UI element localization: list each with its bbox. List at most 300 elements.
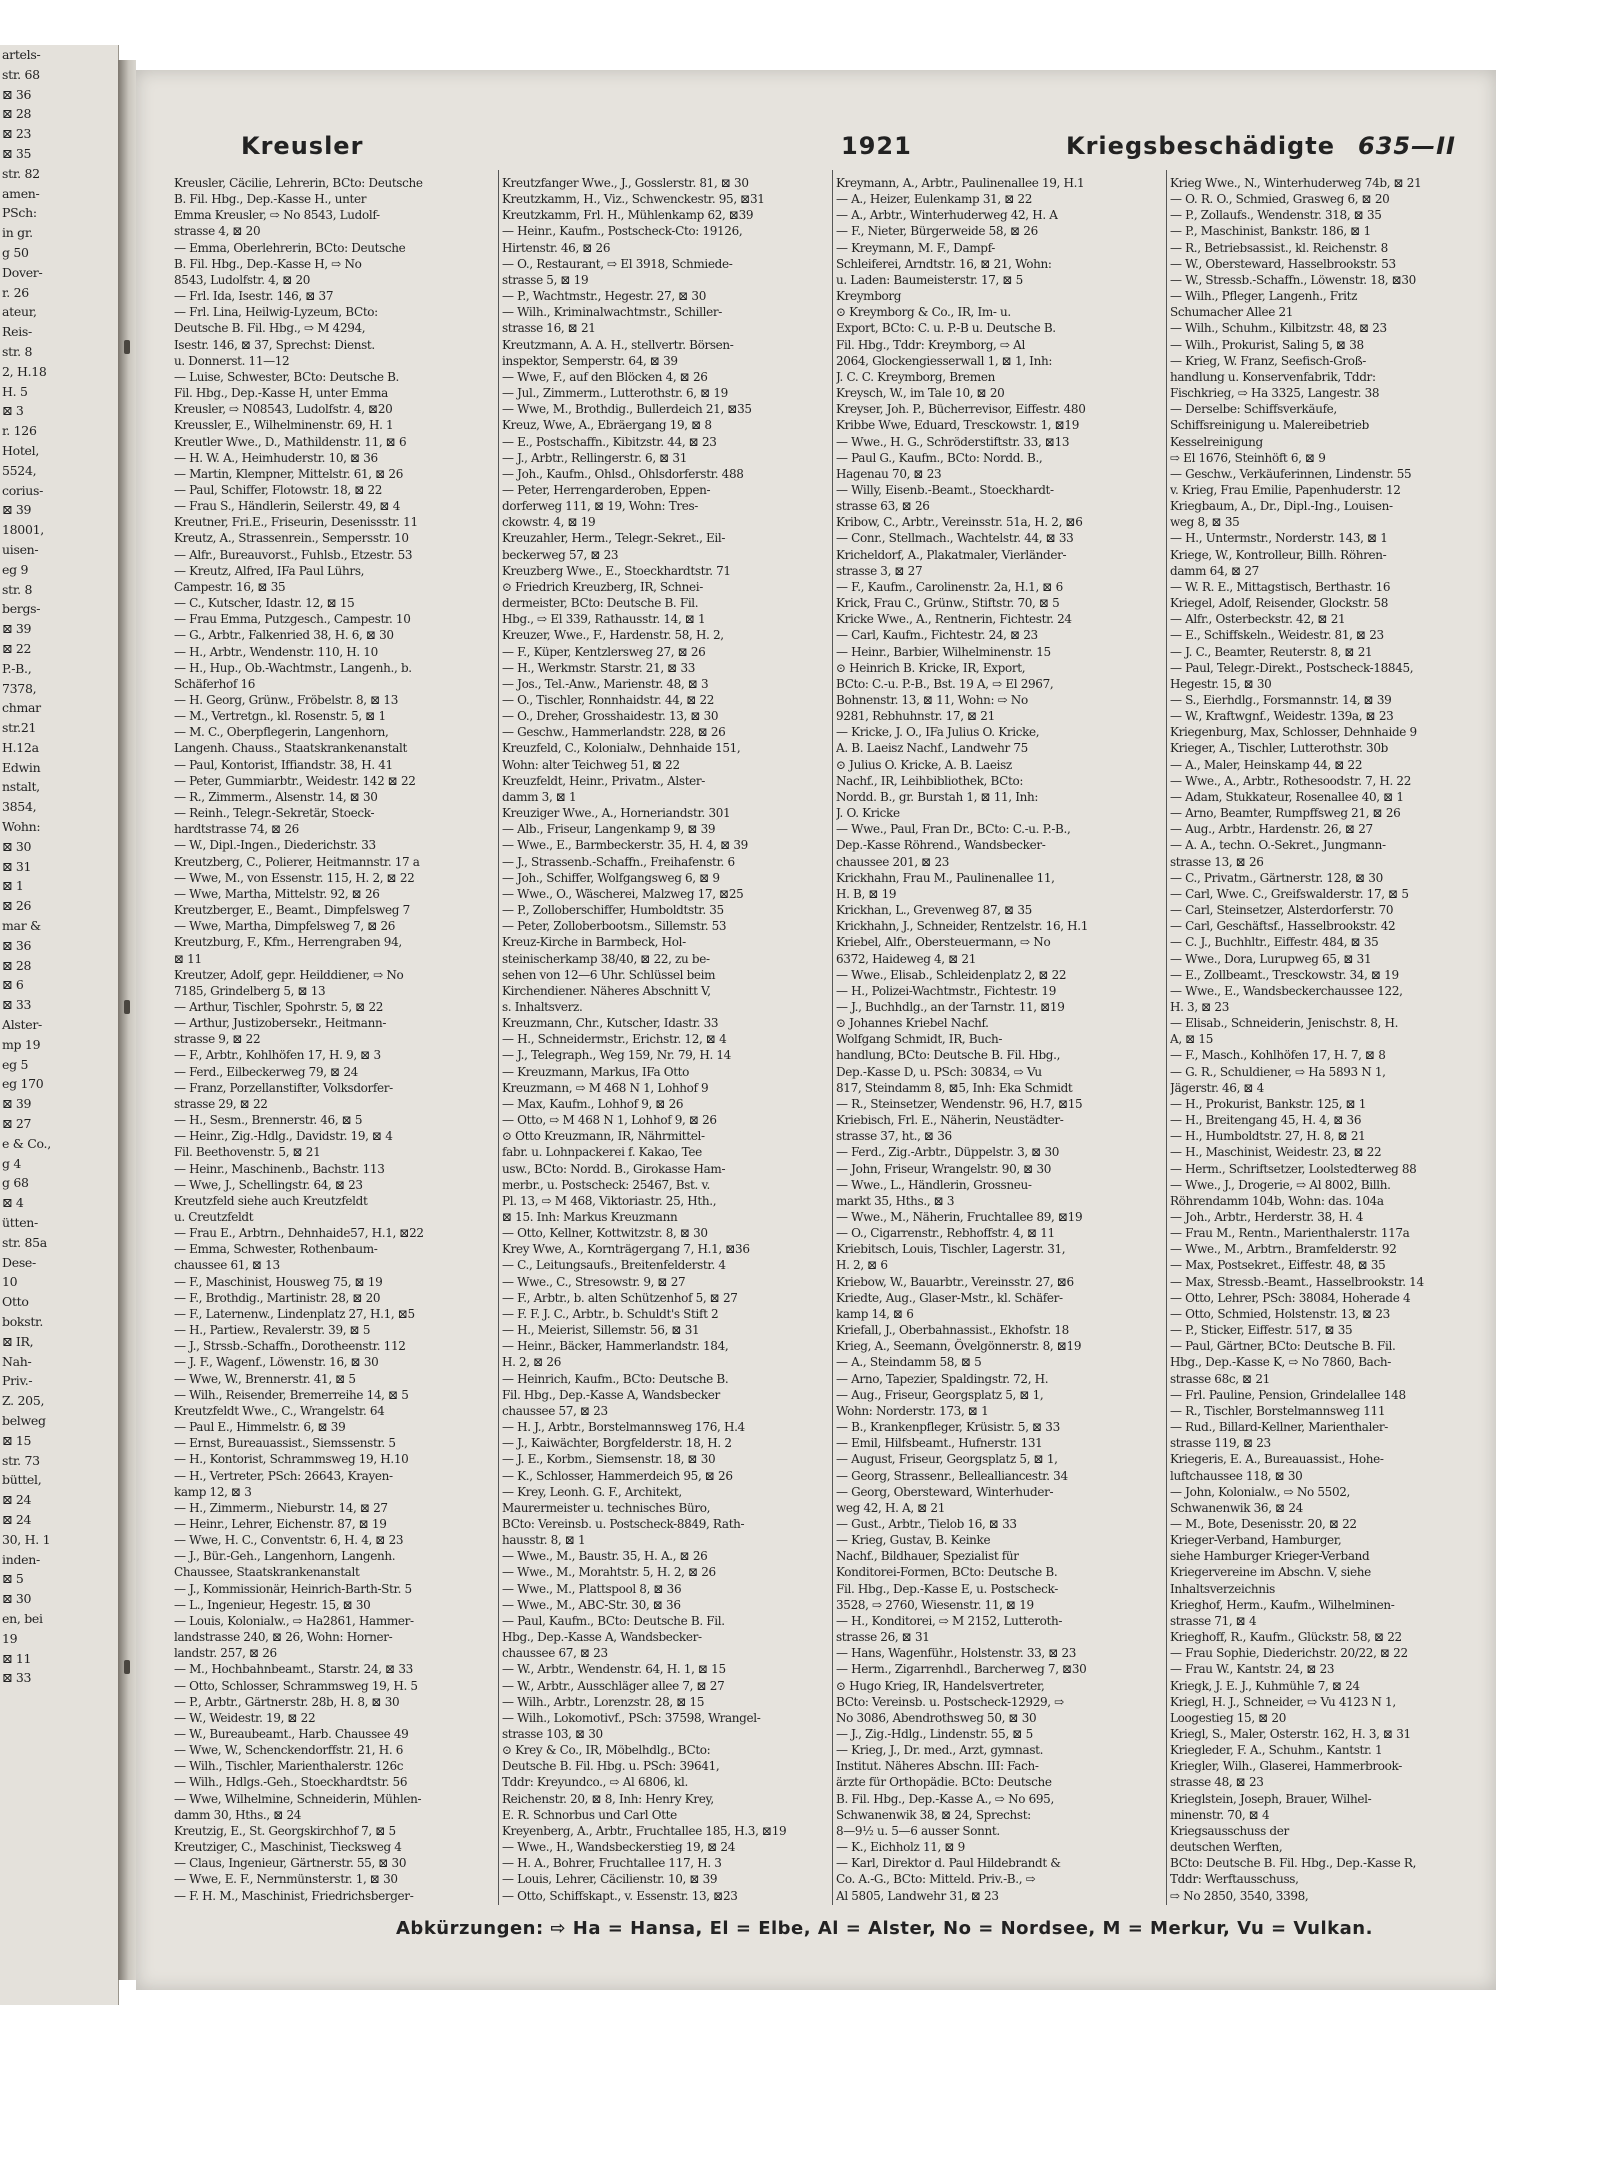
directory-entry-line: — Wwe., O., Wäscherei, Malzweg 17, ⊠25 [502,886,744,901]
directory-entry-line: — H., Meierist, Sillemstr. 56, ⊠ 31 [502,1323,700,1338]
directory-entry-line: Kreuzberg Wwe., E., Stoeckhardtstr. 71 [502,563,731,578]
prev-page-line: Reis- [2,324,32,340]
directory-entry-line: — Heinr., Maschinenb., Bachstr. 113 [174,1161,385,1176]
directory-entry-line: strasse 71, ⊠ 4 [1170,1613,1257,1628]
directory-entry-line: — Herm., Zigarrenhdl., Barcherweg 7, ⊠30 [836,1662,1087,1677]
directory-entry-line: strasse 5, ⊠ 19 [502,272,589,287]
prev-page-line: 30, H. 1 [2,1531,51,1547]
directory-entry-line: Kreyenberg, A., Arbtr., Fruchtallee 185, H.3, ⊠19 [502,1823,787,1838]
directory-entry-line: Kreuzmann, Chr., Kutscher, Idastr. 33 [502,1016,719,1031]
directory-entry-line: Wohn: Norderstr. 173, ⊠ 1 [836,1403,989,1418]
directory-entry-line: Fischkrieg, ⇨ Ha 3325, Langestr. 38 [1170,386,1380,401]
column-rule [1166,170,1167,1905]
directory-entry-line: Export, BCto: C. u. P.-B u. Deutsche B. [836,321,1056,336]
prev-page-line: Hotel, [2,442,40,458]
directory-entry-line: Bohnenstr. 13, ⊠ 11, Wohn: ⇨ No [836,693,1028,707]
prev-page-line: ⊠ 28 [2,106,32,122]
directory-entry-line: — Georg, Obersteward, Winterhuder- [836,1484,1054,1499]
directory-entry-line: Krick, Frau C., Grünw., Stiftstr. 70, ⊠ 5 [836,596,1060,611]
prev-page-line: ⊠ 6 [2,977,24,993]
directory-entry-line: strasse 4, ⊠ 20 [174,224,261,239]
directory-entry-line: — Louis, Kolonialw., ⇨ Ha2861, Hammer- [174,1613,414,1628]
directory-entry-line: — Peter, Herrengarderoben, Eppen- [502,482,711,497]
directory-entry-line: — Arno, Tapezier, Spaldingstr. 72, H. [836,1371,1049,1386]
directory-entry-line: — Wwe, J., Schellingstr. 64, ⊠ 23 [174,1177,363,1192]
directory-entry-line: — Wilh., Schuhm., Kilbitzstr. 48, ⊠ 23 [1170,321,1387,336]
prev-page-line: nstalt, [2,779,40,795]
directory-entry-line: ⊙ Johannes Kriebel Nachf. [836,1016,989,1031]
directory-entry-line: — Martin, Klempner, Mittelstr. 61, ⊠ 26 [174,466,403,481]
binding-staple [124,1660,130,1674]
directory-entry-line: — M., Bote, Desenisstr. 20, ⊠ 22 [1170,1516,1357,1531]
directory-entry-line: strasse 68c, ⊠ 21 [1170,1371,1270,1386]
prev-page-line: chmar [2,700,41,716]
directory-entry-line: Al 5805, Landwehr 31, ⊠ 23 [836,1888,999,1903]
directory-entry-line: — O. R. O., Schmied, Grasweg 6, ⊠ 20 [1170,192,1390,207]
directory-column-3 [836,175,1161,1905]
prev-page-line: str. 85a [2,1234,47,1250]
prev-page-line: 10 [2,1274,18,1290]
directory-entry-line: — F., Arbtr., Kohlhöfen 17, H. 9, ⊠ 3 [174,1048,381,1063]
directory-entry-line: — Wwe, Martha, Dimpfelsweg 7, ⊠ 26 [174,919,396,934]
directory-entry-line: — F., Masch., Kohlhöfen 17, H. 7, ⊠ 8 [1170,1048,1386,1063]
directory-entry-line: Langenh. Chauss., Staatskrankenanstalt [174,741,407,756]
directory-entry-line: Kreusler, ⇨ N08543, Ludolfstr. 4, ⊠20 [174,402,393,417]
directory-entry-line: dermeister, BCto: Deutsche B. Fil. [502,596,699,611]
directory-entry-line: — Heinrich, Kaufm., BCto: Deutsche B. [502,1371,729,1386]
prev-page-line: ⊠ 36 [2,937,32,953]
directory-entry-line: inspektor, Semperstr. 64, ⊠ 39 [502,353,678,368]
prev-page-line: ⊠ 24 [2,1511,32,1527]
directory-entry-line: Kreutzer, Adolf, gepr. Heilddiener, ⇨ No [174,967,404,982]
directory-entry-line: Kreuz-Kirche in Barmbeck, Hol- [502,935,686,950]
directory-entry-line: — Carl, Steinsetzer, Alsterdorferstr. 70 [1170,903,1394,918]
directory-entry-line: v. Krieg, Frau Emilie, Papenhuderstr. 12 [1170,482,1401,497]
directory-entry-line: — Ferd., Eilbeckerweg 79, ⊠ 24 [174,1064,358,1079]
directory-entry-line: — W., Bureaubeamt., Harb. Chaussee 49 [174,1727,409,1741]
directory-entry-line: markt 35, Hths., ⊠ 3 [836,1193,955,1208]
directory-entry-line: Kriegl, H. J., Schneider, ⇨ Vu 4123 N 1, [1170,1694,1396,1709]
prev-page-line: eg 170 [2,1076,44,1092]
directory-entry-line: — Paul G., Kaufm., BCto: Nordd. B., [836,450,1043,465]
prev-page-line: en, bei [2,1610,43,1626]
directory-entry-line: Kreutzburg, F., Kfm., Herrengraben 94, [174,935,402,950]
header-last-entry: Kriegsbeschädigte [1066,132,1335,160]
directory-entry-line: — H. A., Bohrer, Fruchtallee 117, H. 3 [502,1856,722,1871]
directory-entry-line: — O., Dreher, Grosshaidestr. 13, ⊠ 30 [502,709,719,724]
directory-entry-line: — Otto, ⇨ M 468 N 1, Lohhof 9, ⊠ 26 [502,1113,717,1128]
directory-entry-line: — W. R. E., Mittagstisch, Berthastr. 16 [1170,579,1391,594]
directory-entry-line: — Wwe., L., Händlerin, Grossneu- [836,1177,1032,1192]
prev-page-line: 3854, [2,799,37,815]
directory-entry-line: Kriegl, S., Maler, Osterstr. 162, H. 3, ⊠ 31 [1170,1727,1411,1741]
directory-entry-line: — Wwe, H. C., Conventstr. 6, H. 4, ⊠ 23 [174,1533,404,1548]
prev-page-line: ütten- [2,1215,38,1231]
directory-entry-line: Institut. Näheres Abschn. III: Fach- [836,1759,1039,1774]
directory-entry-line: damm 64, ⊠ 27 [1170,563,1259,578]
directory-entry-line: chaussee 201, ⊠ 23 [836,854,950,869]
prev-page-line: str. 68 [2,66,40,82]
directory-entry-line: — K., Eichholz 11, ⊠ 9 [836,1840,965,1855]
prev-page-line: g 4 [2,1155,22,1171]
directory-entry-line: Kreutzkamm, H., Viz., Schwenckestr. 95, ⊠31 [502,192,765,207]
directory-entry-line: landstr. 257, ⊠ 26 [174,1646,277,1661]
directory-entry-line: — M. C., Oberpflegerin, Langenhorn, [174,725,389,740]
directory-entry-line: B. Fil. Hbg., Dep.-Kasse H., unter [174,192,367,207]
directory-entry-line: Hegestr. 15, ⊠ 30 [1170,676,1272,691]
directory-entry-line: Kriebitsch, Louis, Tischler, Lagerstr. 31, [836,1242,1066,1257]
directory-entry-line: — Frau E., Arbtrn., Dehnhaide57, H.1, ⊠22 [174,1226,424,1241]
directory-entry-line: — C., Leitungsaufs., Breitenfelderstr. 4 [502,1258,726,1273]
prev-page-line: r. 126 [2,423,37,439]
directory-entry-line: — F., Küper, Kentzlersweg 27, ⊠ 26 [502,644,706,659]
directory-entry-line: Chaussee, Staatskrankenanstalt [174,1565,360,1580]
column-rule [498,170,499,1905]
directory-entry-line: — Wwe., H., Wandsbeckerstieg 19, ⊠ 24 [502,1840,736,1855]
directory-entry-line: Kricke Wwe., A., Rentnerin, Fichtestr. 24 [836,612,1072,627]
prev-page-line: Otto [2,1294,29,1310]
directory-entry-line: strasse 63, ⊠ 26 [836,499,930,514]
prev-page-line: amen- [2,185,40,201]
directory-entry-line: 7185, Grindelberg 5, ⊠ 13 [174,983,326,998]
directory-entry-line: fabr. u. Lohnpackerei f. Kakao, Tee [502,1145,702,1160]
directory-entry-line: — E., Zollbeamt., Tresckowstr. 34, ⊠ 19 [1170,967,1399,982]
prev-page-line: Dese- [2,1254,36,1270]
directory-entry-line: — J., Zig.-Hdlg., Lindenstr. 55, ⊠ 5 [836,1727,1033,1741]
directory-entry-line: — J., Strassenb.-Schaffn., Freihafenstr. 6 [502,854,735,869]
directory-entry-line: strasse 26, ⊠ 31 [836,1630,930,1645]
directory-entry-line: — C. J., Buchhltr., Eiffestr. 484, ⊠ 35 [1170,935,1379,950]
prev-page-line: inden- [2,1551,40,1567]
directory-entry-line: — Arno, Beamter, Rumpffsweg 21, ⊠ 26 [1170,806,1401,821]
directory-entry-line: — H., Arbtr., Wendenstr. 110, H. 10 [174,644,378,659]
directory-entry-line: — H., Vertreter, PSch: 26643, Krayen- [174,1468,393,1483]
prev-page-line: ⊠ 4 [2,1195,24,1211]
directory-entry-line: — A., Heizer, Eulenkamp 31, ⊠ 22 [836,192,1033,207]
prev-page-line: H. 5 [2,383,28,399]
directory-entry-line: — J., Strssb.-Schaffn., Dorotheenstr. 112 [174,1339,406,1354]
directory-entry-line: — Carl, Wwe. C., Greifswalderstr. 17, ⊠ 5 [1170,886,1409,901]
directory-entry-line: — Paul, Schiffer, Flotowstr. 18, ⊠ 22 [174,482,383,497]
directory-entry-line: — Wilh., Hdlgs.-Geh., Stoeckhardtstr. 56 [174,1775,408,1790]
directory-entry-line: — Max, Kaufm., Lohhof 9, ⊠ 26 [502,1096,684,1111]
directory-entry-line: J. O. Kricke [836,806,900,821]
prev-page-line: mar & [2,918,41,934]
prev-page-line: ⊠ 39 [2,502,32,518]
directory-entry-line: — R., Zimmerm., Alsenstr. 14, ⊠ 30 [174,789,378,804]
abbreviations-footer: Abkürzungen: ⇨ Ha = Hansa, El = Elbe, Al = Alster, No = Nordsee, M = Merkur, Vu = Vulkan. [396,1918,1373,1939]
directory-entry-line: — J., Kommissionär, Heinrich-Barth-Str. 5 [174,1581,412,1596]
prev-page-line: 19 [2,1630,18,1646]
directory-column-4 [1170,175,1470,1905]
directory-entry-line: — Louis, Lehrer, Cäcilienstr. 10, ⊠ 39 [502,1872,718,1887]
directory-entry-line: — Emil, Hilfsbeamt., Hufnerstr. 131 [836,1436,1043,1451]
directory-entry-line: J. C. C. Kreymborg, Bremen [836,369,995,384]
directory-entry-line: Kreutzberg, C., Polierer, Heitmannstr. 17 a [174,854,420,869]
prev-page-line: eg 9 [2,561,29,577]
directory-entry-line: — Wilh., Kriminalwachtmstr., Schiller- [502,305,722,320]
directory-entry-line: Kreutler Wwe., D., Mathildenstr. 11, ⊠ 6 [174,434,407,449]
directory-entry-line: — Heinr., Kaufm., Postscheck-Cto: 19126, [502,224,743,239]
directory-entry-line: Dep.-Kasse D, u. PSch: 30834, ⇨ Vu [836,1064,1042,1079]
directory-entry-line: Krey Wwe, A., Kornträgergang 7, H.1, ⊠36 [502,1242,750,1257]
directory-entry-line: — Carl, Kaufm., Fichtestr. 24, ⊠ 23 [836,628,1038,643]
directory-entry-line: BCto: Deutsche B. Fil. Hbg., Dep.-Kasse R, [1170,1856,1417,1871]
directory-entry-line: Krickhahn, J., Schneider, Rentzelstr. 16, H.1 [836,919,1089,934]
directory-entry-line: Schiffsreinigung u. Malereibetrieb [1170,418,1369,433]
directory-entry-line: — H., Humboldtstr. 27, H. 8, ⊠ 21 [1170,1129,1366,1144]
directory-entry-line: No 3086, Abendrothsweg 50, ⊠ 30 [836,1710,1037,1725]
directory-entry-line: handlung u. Konservenfabrik, Tddr: [1170,369,1376,384]
directory-entry-line: — A., Maler, Heinskamp 44, ⊠ 22 [1170,757,1363,772]
prev-page-line: ⊠ 22 [2,640,32,656]
prev-page-line: ⊠ 26 [2,898,32,914]
directory-entry-line: dorferweg 111, ⊠ 19, Wohn: Tres- [502,499,699,514]
directory-entry-line: — Frau Sophie, Diederichstr. 20/22, ⊠ 22 [1170,1646,1408,1661]
directory-entry-line: H. B, ⊠ 19 [836,886,897,901]
directory-entry-line: Krickhahn, Frau M., Paulinenallee 11, [836,870,1055,885]
directory-entry-line: Kreutzfanger Wwe., J., Gosslerstr. 81, ⊠ 30 [502,176,749,190]
directory-entry-line: — H., Konditorei, ⇨ M 2152, Lutteroth- [836,1613,1063,1628]
directory-entry-line: Kriegervereine im Abschn. V, siehe [1170,1565,1371,1580]
directory-entry-line: — Max, Postsekret., Eiffestr. 48, ⊠ 35 [1170,1258,1386,1273]
directory-entry-line: — Kreuzmann, Markus, IFa Otto [502,1064,690,1079]
directory-entry-line: — Willy, Eisenb.-Beamt., Stoeckhardt- [836,482,1054,497]
prev-page-line: in gr. [2,225,33,241]
prev-page-line: 2, H.18 [2,363,47,379]
directory-entry-line: — H., Werkmstr. Starstr. 21, ⊠ 33 [502,660,696,675]
directory-entry-line: Kreutzberger, E., Beamt., Dimpfelsweg 7 [174,903,410,918]
directory-entry-line: — Frau W., Kantstr. 24, ⊠ 23 [1170,1662,1335,1677]
binding-staple [124,1000,130,1014]
directory-entry-line: — H., Partiew., Revalerstr. 39, ⊠ 5 [174,1323,371,1338]
directory-entry-line: — Wwe, M., Brothdig., Bullerdeich 21, ⊠35 [502,402,752,417]
directory-entry-line: Schumacher Allee 21 [1170,305,1294,320]
prev-page-line: Edwin [2,759,41,775]
binding-staple [124,340,130,354]
directory-entry-line: damm 30, Hths., ⊠ 24 [174,1807,302,1822]
directory-entry-line: — August, Friseur, Georgsplatz 5, ⊠ 1, [836,1452,1058,1467]
directory-entry-line [836,1904,1161,1905]
directory-entry-line: — F., Nieter, Bürgerweide 58, ⊠ 26 [836,224,1038,239]
prev-page-line: ⊠ 30 [2,838,32,854]
directory-entry-line: Kreutzkamm, Frl. H., Mühlenkamp 62, ⊠39 [502,208,754,223]
directory-entry-line: — H., Polizei-Wachtmstr., Fichtestr. 19 [836,983,1056,998]
directory-entry-line: — Wwe, E. F., Nernmünsterstr. 1, ⊠ 30 [174,1872,398,1887]
directory-entry-line: — R., Tischler, Borstelmannsweg 111 [1170,1403,1386,1418]
prev-page-line: bergs- [2,601,41,617]
directory-entry-line: weg 8, ⊠ 35 [1170,515,1240,530]
prev-page-line: ⊠ 23 [2,126,32,142]
directory-entry-line: — Wwe., A., Arbtr., Rothesoodstr. 7, H. 22 [1170,773,1411,788]
directory-entry-line: ⊙ Friedrich Kreuzberg, IR, Schnei- [502,579,703,594]
directory-entry-line: — W., Arbtr., Wendenstr. 64, H. 1, ⊠ 15 [502,1662,726,1677]
directory-entry-line: — Heinr., Bäcker, Hammerlandstr. 184, [502,1339,729,1354]
directory-entry-line: steinischerkamp 38/40, ⊠ 22, zu be- [502,951,710,966]
directory-entry-line: — Otto, Kellner, Kottwitzstr. 8, ⊠ 30 [502,1226,708,1241]
directory-entry-line: Campestr. 16, ⊠ 35 [174,579,286,594]
prev-page-line: g 50 [2,244,29,260]
directory-entry-line: — P., Zollaufs., Wendenstr. 318, ⊠ 35 [1170,208,1382,223]
directory-entry-line: — Wwe., C., Stresowstr. 9, ⊠ 27 [502,1274,686,1289]
directory-entry-line: — F., Maschinist, Housweg 75, ⊠ 19 [174,1274,383,1289]
directory-entry-line: — Wwe., Elisab., Schleidenplatz 2, ⊠ 22 [836,967,1067,982]
directory-entry-line [502,1904,827,1905]
directory-entry-line: — Wwe., J., Drogerie, ⇨ Al 8002, Billh. [1170,1177,1391,1192]
directory-entry-line: Kribbe Wwe, Eduard, Tresckowstr. 1, ⊠19 [836,418,1079,433]
directory-entry-line: H. 2, ⊠ 6 [836,1258,888,1273]
directory-entry-line: — J. F., Wagenf., Löwenstr. 16, ⊠ 30 [174,1355,379,1370]
prev-page-line: ⊠ 15 [2,1432,32,1448]
directory-column-2 [502,175,827,1905]
directory-entry-line: 3528, ⇨ 2760, Wiesenstr. 11, ⊠ 19 [836,1597,1034,1612]
prev-page-line: uisen- [2,541,39,557]
directory-entry-line: — R., Betriebsassist., kl. Reichenstr. 8 [1170,240,1388,255]
directory-entry-line: — Paul, Gärtner, BCto: Deutsche B. Fil. [1170,1339,1396,1354]
directory-entry-line: Kreuzahler, Herm., Telegr.-Sekret., Eil- [502,531,726,546]
directory-entry-line: ⊙ Krey & Co., IR, Möbelhdlg., BCto: [502,1743,711,1758]
directory-entry-line: — Wwe, Wilhelmine, Schneiderin, Mühlen- [174,1791,422,1806]
directory-entry-line: hardtstrasse 74, ⊠ 26 [174,822,299,837]
directory-entry-line: Kriebel, Alfr., Obersteuermann, ⇨ No [836,935,1051,950]
directory-entry-line: B. Fil. Hbg., Dep.-Kasse H, ⇨ No [174,256,362,271]
directory-entry-line: — P., Arbtr., Gärtnerstr. 28b, H. 8, ⊠ 30 [174,1694,400,1709]
directory-entry-line: — S., Eierhdlg., Forsmannstr. 14, ⊠ 39 [1170,693,1392,707]
directory-entry-line: — H. J., Arbtr., Borstelmannsweg 176, H.4 [502,1420,745,1435]
directory-entry-line: — Wilh., Reisender, Bremerreihe 14, ⊠ 5 [174,1387,409,1402]
prev-page-line: ⊠ IR, [2,1333,34,1349]
directory-entry-line: Krieger, A., Tischler, Lutterothstr. 30b [1170,741,1388,756]
directory-entry-line: Krickhan, L., Grevenweg 87, ⊠ 35 [836,903,1032,918]
directory-entry-line: chaussee 61, ⊠ 13 [174,1258,280,1273]
prev-page-line: corius- [2,482,44,498]
directory-entry-line: u. Laden: Baumeisterstr. 17, ⊠ 5 [836,272,1023,287]
directory-entry-line: — M., Hochbahnbeamt., Starstr. 24, ⊠ 33 [174,1662,413,1677]
directory-entry-line: — L., Ingenieur, Hegestr. 15, ⊠ 30 [174,1597,371,1612]
directory-entry-line: — Jos., Tel.-Anw., Marienstr. 48, ⊠ 3 [502,676,709,691]
directory-entry-line: Kriegleder, F. A., Schuhm., Kantstr. 1 [1170,1743,1383,1758]
directory-entry-line: — G. R., Schuldiener, ⇨ Ha 5893 N 1, [1170,1064,1386,1079]
directory-entry-line: — Wwe., E., Barmbeckerstr. 35, H. 4, ⊠ 39 [502,838,748,853]
directory-entry-line: A. B. Laeisz Nachf., Landwehr 75 [836,741,1028,756]
directory-entry-line: Loogestieg 15, ⊠ 20 [1170,1710,1287,1725]
directory-entry-line: Hbg., Dep.-Kasse A, Wandsbecker- [502,1630,702,1645]
directory-entry-line: — Krieg, W. Franz, Seefisch-Groß- [1170,353,1366,368]
directory-entry-line: Hirtenstr. 46, ⊠ 26 [502,240,611,255]
prev-page-line: ⊠ 24 [2,1492,32,1508]
directory-entry-line: Kriegler, Wilh., Glaserei, Hammerbrook- [1170,1759,1402,1774]
directory-entry-line: Kreuzmann, ⇨ M 468 N 1, Lohhof 9 [502,1080,709,1095]
prev-page-line: g 68 [2,1175,29,1191]
directory-entry-line: H. 2, ⊠ 26 [502,1355,561,1370]
directory-entry-line: BCto: Vereinsb. u. Postscheck-12929, ⇨ [836,1694,1064,1709]
directory-entry-line: — Aug., Friseur, Georgsplatz 5, ⊠ 1, [836,1387,1044,1402]
directory-entry-line: strasse 29, ⊠ 22 [174,1096,268,1111]
directory-entry-line: — Kreymann, M. F., Dampf- [836,240,995,255]
directory-entry-line: — Conr., Stellmach., Wachtelstr. 44, ⊠ 33 [836,531,1074,546]
prev-page-line: ⊠ 1 [2,878,24,894]
directory-entry-line: Nachf., Bildhauer, Spezialist für [836,1549,1019,1564]
directory-entry-line: — Franz, Porzellanstifter, Volksdorfer- [174,1080,393,1095]
directory-entry-line: — C., Kutscher, Idastr. 12, ⊠ 15 [174,596,355,611]
directory-entry-line: ⊠ 15. Inh: Markus Kreuzmann [502,1210,678,1224]
directory-entry-line: — Arthur, Tischler, Spohrstr. 5, ⊠ 22 [174,999,384,1014]
directory-entry-line: minenstr. 70, ⊠ 4 [1170,1807,1270,1822]
directory-entry-line: — H. Georg, Grünw., Fröbelstr. 8, ⊠ 13 [174,693,398,707]
directory-entry-line: — Heinr., Lehrer, Eichenstr. 87, ⊠ 19 [174,1516,387,1531]
directory-entry-line [174,1904,494,1905]
prev-page-line: Nah- [2,1353,32,1369]
directory-entry-line: — Derselbe: Schiffsverkäufe, [1170,402,1337,417]
header-first-entry: Kreusler [241,132,364,160]
directory-entry-line: Fil. Hbg., Dep.-Kasse E, u. Postscheck- [836,1581,1058,1596]
directory-entry-line: — F., Laternenw., Lindenplatz 27, H.1, ⊠5 [174,1306,415,1321]
directory-entry-line: 9281, Rebhuhnstr. 17, ⊠ 21 [836,709,995,724]
directory-entry-line: sehen von 12—6 Uhr. Schlüssel beim [502,967,716,982]
directory-entry-line: — Wwe., M., Morahtstr. 5, H. 2, ⊠ 26 [502,1565,716,1580]
directory-entry-line: — Frl. Lina, Heilwig-Lyzeum, BCto: [174,305,378,320]
prev-page-line: 18001, [2,522,44,538]
directory-entry-line: s. Inhaltsverz. [502,999,583,1014]
directory-entry-line: — Heinr., Zig.-Hdlg., Davidstr. 19, ⊠ 4 [174,1129,393,1144]
directory-entry-line: — O., Restaurant, ⇨ El 3918, Schmiede- [502,256,733,271]
directory-entry-line: kamp 12, ⊠ 3 [174,1484,252,1499]
directory-entry-line: — Wwe., E., Wandsbeckerchaussee 122, [1170,983,1403,998]
directory-entry-line: — Wwe, Martha, Mittelstr. 92, ⊠ 26 [174,886,380,901]
directory-entry-line: — Claus, Ingenieur, Gärtnerstr. 55, ⊠ 30 [174,1856,407,1871]
directory-entry-line: — Krieg, J., Dr. med., Arzt, gymnast. [836,1743,1044,1758]
directory-entry-line: — Krey, Leonh. G. F., Architekt, [502,1484,682,1499]
directory-entry-line: ⇨ No 2850, 3540, 3398, [1170,1888,1309,1903]
directory-entry-line: — A. A., techn. O.-Sekret., Jungmann- [1170,838,1386,853]
directory-entry-line [1170,1904,1470,1905]
prev-page-line: ⊠ 35 [2,145,32,161]
directory-entry-line: — H., Sesm., Brennerstr. 46, ⊠ 5 [174,1113,363,1128]
directory-entry-line: siehe Hamburger Krieger-Verband [1170,1549,1370,1564]
directory-entry-line: — John, Friseur, Wrangelstr. 90, ⊠ 30 [836,1161,1052,1176]
directory-entry-line: Kriegeris, E. A., Bureauassist., Hohe- [1170,1452,1384,1467]
directory-entry-line: Kreutz, A., Strassenrein., Sempersstr. 10 [174,531,409,546]
directory-entry-line: — J., Bür.-Geh., Langenhorn, Langenh. [174,1549,396,1564]
directory-entry-line: Konditorei-Formen, BCto: Deutsche B. [836,1565,1058,1580]
directory-entry-line: — John, Kolonialw., ⇨ No 5502, [1170,1484,1350,1499]
directory-entry-line: Kreuzer, Wwe., F., Hardenstr. 58, H. 2, [502,628,724,643]
directory-entry-line: beckerweg 57, ⊠ 23 [502,547,619,562]
column-rule [832,170,833,1905]
directory-entry-line: — J., Arbtr., Rellingerstr. 6, ⊠ 31 [502,450,687,465]
directory-entry-line: Emma Kreusler, ⇨ No 8543, Ludolf- [174,208,380,223]
directory-entry-line: chaussee 67, ⊠ 23 [502,1646,608,1661]
prev-page-line: H.12a [2,739,39,755]
directory-entry-line: Kreusler, Cäcilie, Lehrerin, BCto: Deutsche [174,176,423,190]
directory-entry-line: — Reinh., Telegr.-Sekretär, Stoeck- [174,806,375,821]
directory-entry-line: BCto: Vereinsb. u. Postscheck-8849, Rath- [502,1516,745,1531]
directory-entry-line: u. Donnerst. 11—12 [174,353,290,368]
directory-entry-line: Kreutzmann, A. A. H., stellvertr. Börsen- [502,337,734,352]
prev-page-line: bokstr. [2,1314,44,1329]
directory-entry-line: strasse 103, ⊠ 30 [502,1727,603,1741]
prev-page-line: ⊠ 39 [2,621,32,637]
directory-entry-line: — W., Kraftwgnf., Weidestr. 139a, ⊠ 23 [1170,709,1394,724]
directory-entry-line: — Joh., Kaufm., Ohlsd., Ohlsdorferstr. 488 [502,466,744,481]
prev-page-line: ⊠ 33 [2,997,32,1013]
directory-entry-line: Kreyser, Joh. P., Bücherrevisor, Eiffestr. 480 [836,402,1086,417]
directory-entry-line: — Karl, Direktor d. Paul Hildebrandt & [836,1856,1061,1871]
directory-entry-line: Schäferhof 16 [174,676,256,691]
directory-entry-line: — Wwe., Dora, Lurupweg 65, ⊠ 31 [1170,951,1372,966]
directory-entry-line: — Kreutz, Alfred, IFa Paul Lührs, [174,563,365,578]
directory-entry-line: Kreuzfeld, C., Kolonialw., Dehnhaide 151, [502,741,741,756]
